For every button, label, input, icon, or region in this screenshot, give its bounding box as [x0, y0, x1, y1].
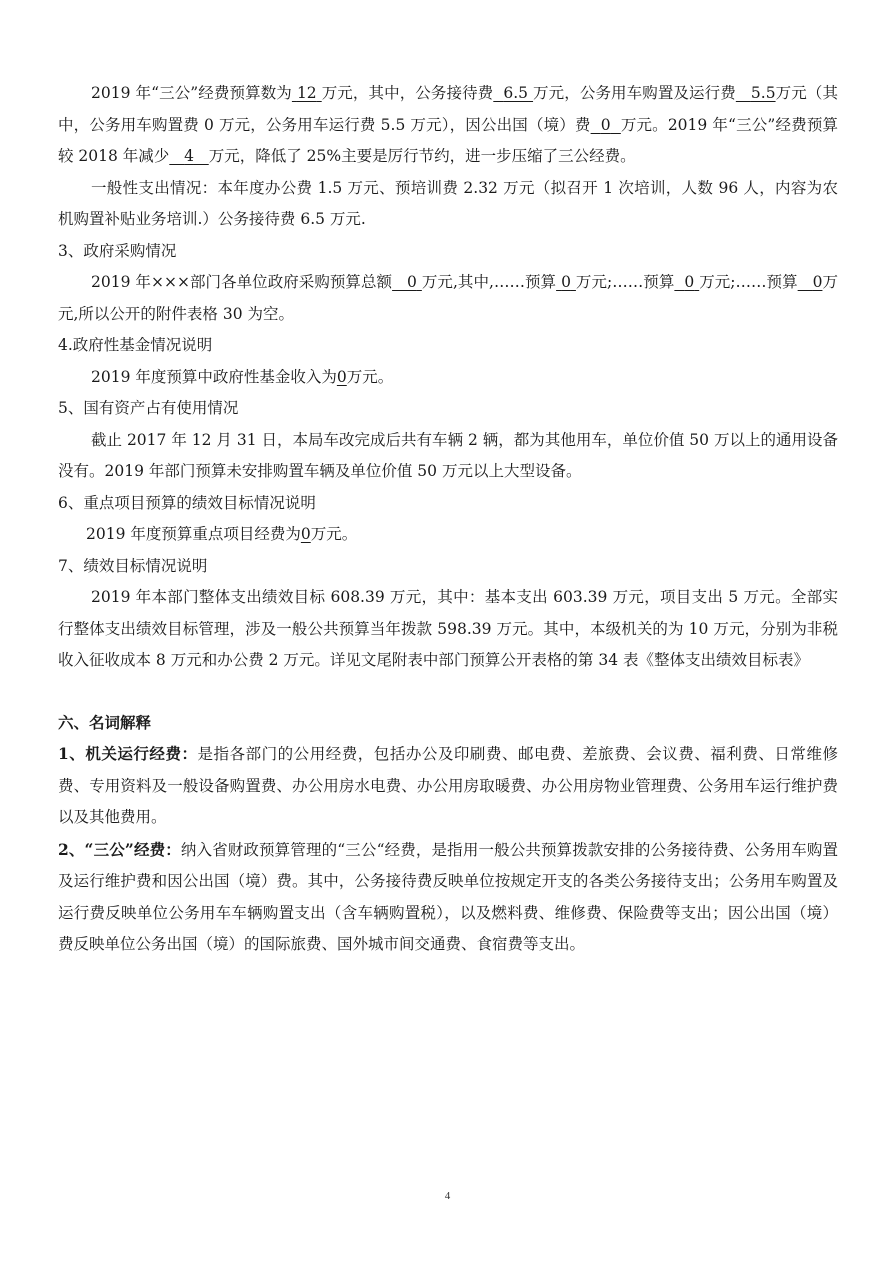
glossary-item-2-label: 2、“三公”经费：	[58, 839, 181, 859]
text-run: 万元;……预算	[575, 273, 675, 291]
value-reduce	[169, 147, 208, 165]
performance-paragraph: 2019 年本部门整体支出绩效目标 608.39 万元，其中：基本支出 603.39 万元，项目支出 5 万元。全部实行整体支出绩效目标管理，涉及一般公共预算当年拨款 598.39 万元。其中，本级机关的为 10 万元，分别为非税收入征收成本 8 万元和办公费 2 万元。详见文尾附表中部门预算公开表格的第 34 表《整体支出绩效目标表》	[58, 588, 838, 669]
text-run: 万元。	[346, 367, 394, 386]
glossary-heading: 六、名词解释	[58, 712, 152, 732]
text-run: 万元（其中，公务用车购置费 0 万元，公务用车运行费 5.5 万元），因公出国（境）费	[58, 84, 838, 134]
fund-paragraph	[58, 362, 838, 394]
text-run: 万元。	[310, 525, 358, 543]
procurement-value-4-text: 0	[812, 273, 823, 291]
text-run: 2019 年度预算中政府性基金收入为	[91, 367, 337, 386]
key-project-value: 0	[300, 525, 311, 543]
value-total	[292, 84, 322, 102]
procurement-value-1-text: 0	[407, 273, 417, 291]
text-run: 万元，公务用车购置及运行费	[533, 84, 736, 102]
value-abroad-text: 0	[600, 115, 611, 134]
text-run: 2019 年×××部门各单位政府采购预算总额	[91, 273, 393, 291]
value-abroad	[591, 116, 621, 134]
procurement-value-3-text: 0	[684, 273, 695, 291]
document-body	[58, 78, 838, 961]
text-run: 万元，其中，公务接待费	[321, 84, 494, 102]
glossary-item-1-text: 是指各部门的公用经费，包括办公及印刷费、邮电费、差旅费、会议费、福利费、日常维修费、专用资料及一般设备购置费、办公用房水电费、办公用房取暖费、办公用房物业管理费、公务用车运行维护费以及其他费用。	[58, 745, 838, 826]
fund-value: 0	[336, 367, 347, 386]
key-project-heading: 6、重点项目预算的绩效目标情况说明	[58, 493, 316, 512]
text-run: 2019 年度预算重点项目经费为	[86, 525, 301, 543]
procurement-paragraph	[58, 267, 838, 330]
key-project-paragraph	[58, 519, 838, 551]
general-expense-paragraph: 一般性支出情况：本年度办公费 1.5 万元、预培训费 2.32 万元（拟召开 1 次培训，人数 96 人，内容为农机购置补贴业务培训.）公务接待费 6.5 万元.	[58, 178, 838, 228]
value-reduce-text: 4	[184, 147, 194, 165]
sangong-paragraph	[58, 78, 838, 173]
glossary-item-1	[58, 738, 838, 834]
assets-heading: 5、国有资产占有使用情况	[58, 399, 239, 417]
procurement-heading: 3、政府采购情况	[58, 241, 177, 260]
text-run: 万元;……预算	[699, 273, 798, 291]
glossary-item-2	[58, 834, 838, 961]
value-vehicle-text: 5.5	[750, 84, 776, 102]
procurement-value-1	[392, 273, 422, 291]
performance-heading: 7、绩效目标情况说明	[58, 556, 208, 575]
text-run: 2019 年“三公”经费预算数为	[91, 84, 292, 102]
procurement-value-2-text: 0	[561, 273, 571, 291]
value-vehicle	[736, 84, 776, 102]
value-total-text: 12	[296, 84, 317, 102]
text-run: 万元,所以公开的附件表格 30 为空。	[58, 273, 838, 323]
text-run: 万元。2019 年“三公”经费预算较 2018 年减少	[58, 115, 838, 165]
value-reception	[493, 84, 533, 102]
assets-paragraph: 截止 2017 年 12 月 31 日，本局车改完成后共有车辆 2 辆，都为其他用车，单位价值 50 万以上的通用设备没有。2019 年部门预算未安排购置车辆及单位价值 50 万元以上大型设备。	[58, 430, 838, 480]
fund-heading: 4.政府性基金情况说明	[58, 336, 213, 354]
glossary-item-2-text: 纳入省财政预算管理的“三公“经费，是指用一般公共预算拨款安排的公务接待费、公务用车购置及运行维护费和因公出国（境）费。其中，公务接待费反映单位按规定开支的各类公务接待支出；公务用车购置及运行费反映单位公务用车车辆购置支出（含车辆购置税），以及燃料费、维修费、保险费等支出；因公出国（境）费反映单位公务出国（境）的国际旅费、国外城市间交通费、食宿费等支出。	[58, 840, 838, 953]
text-run: 万元，降低了 25%主要是厉行节约，进一步压缩了三公经费。	[208, 147, 636, 165]
text-run: 万元,其中,……预算	[421, 273, 557, 291]
page-number: 4	[444, 1190, 451, 1202]
procurement-value-3	[674, 273, 699, 291]
value-reception-text: 6.5	[503, 84, 529, 102]
procurement-value-2	[556, 273, 576, 291]
glossary-item-1-label: 1、机关运行经费：	[58, 744, 198, 763]
procurement-value-4	[798, 273, 823, 291]
spacer	[58, 677, 838, 707]
